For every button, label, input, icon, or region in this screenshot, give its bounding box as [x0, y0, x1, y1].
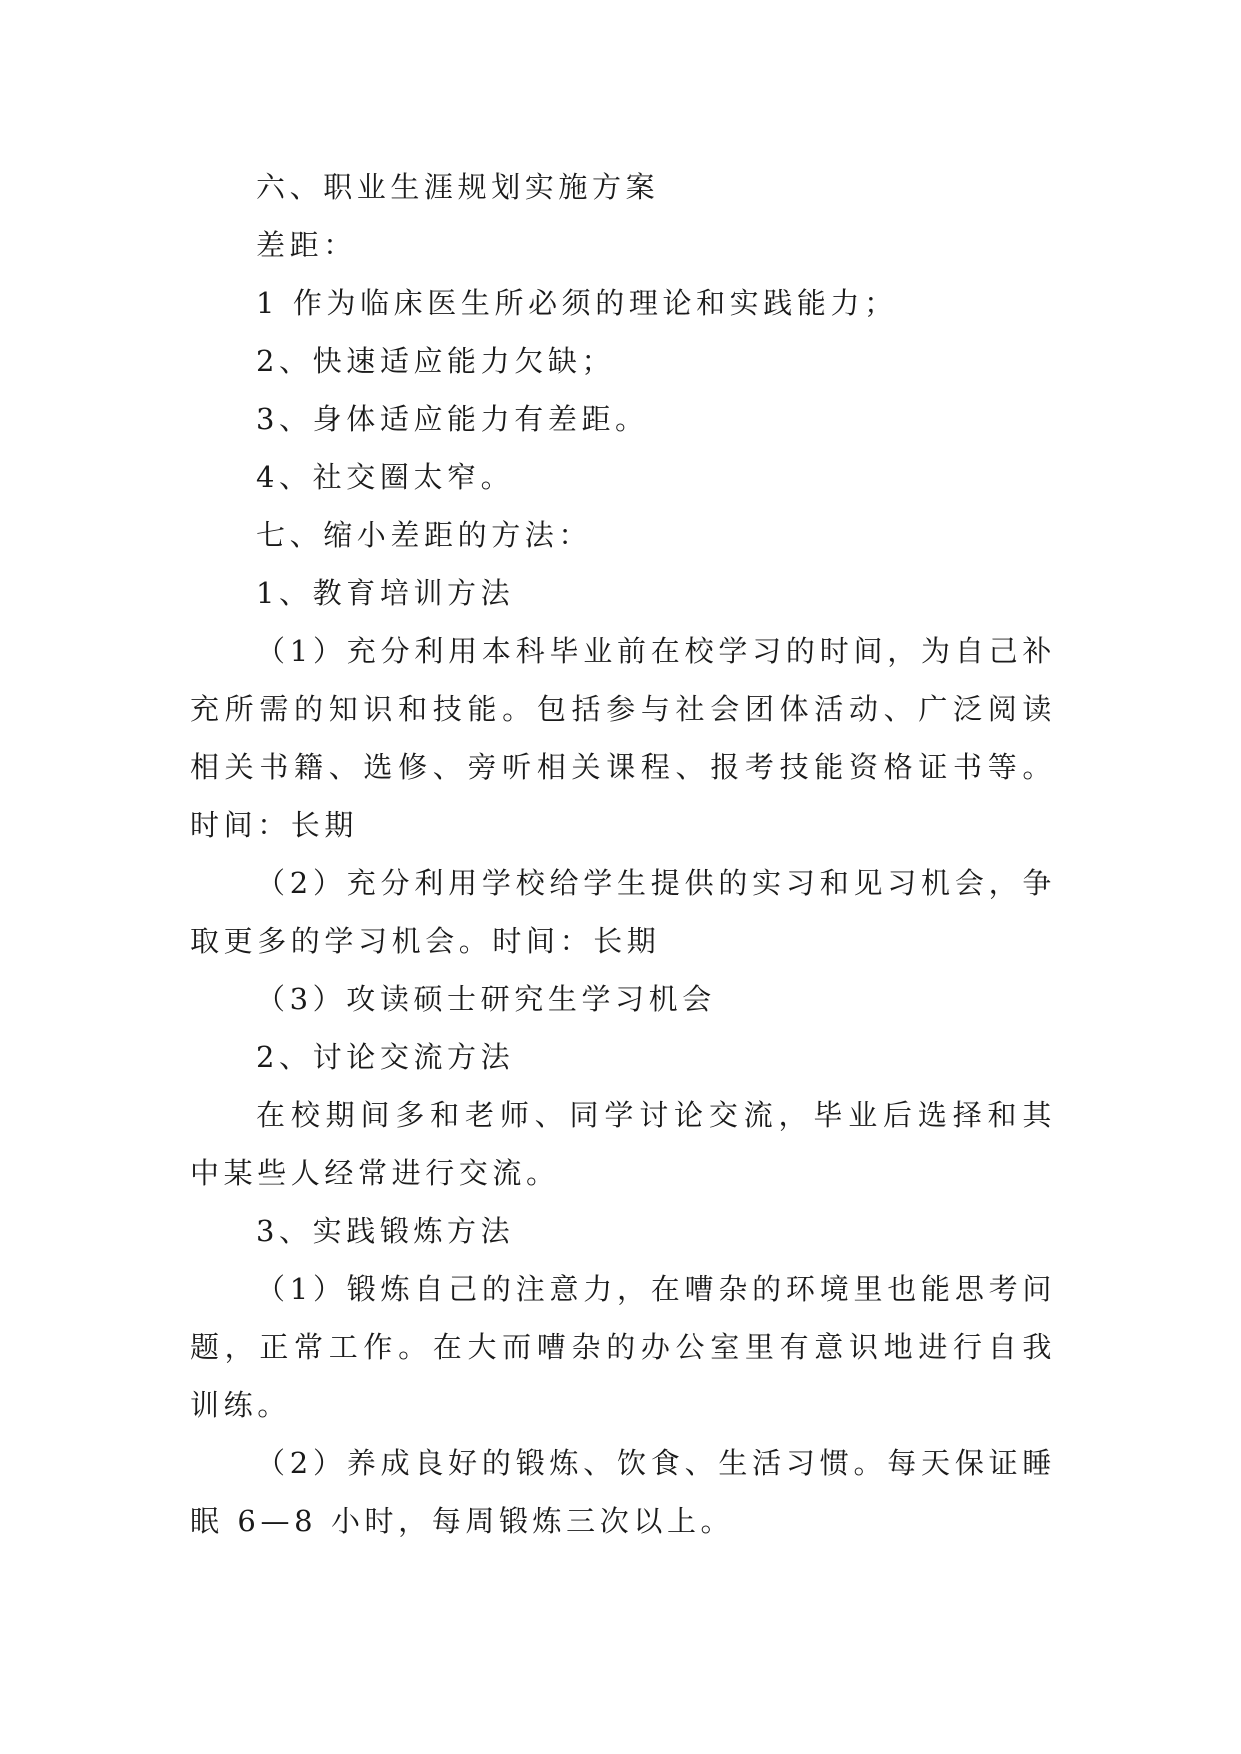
gap-item-1: 1 作为临床医生所必须的理论和实践能力；	[256, 286, 898, 320]
document-body	[190, 158, 1056, 1550]
education-point-1: （1）充分利用本科毕业前在校学习的时间，为自己补充所需的知识和技能。包括参与社会团体活动、广泛阅读相关书籍、选修、旁听相关课程、报考技能资格证书等。时间：长期	[190, 634, 1056, 842]
gap-item-3: 3、身体适应能力有差距。	[256, 402, 649, 436]
method-heading-discussion: 2、讨论交流方法	[256, 1040, 515, 1074]
practice-point-2: （2）养成良好的锻炼、饮食、生活习惯。每天保证睡眠 6—8 小时，每周锻炼三次以上。	[190, 1446, 1056, 1538]
education-point-3: （3）攻读硕士研究生学习机会	[256, 982, 716, 1016]
section-heading-implementation-plan: 六、职业生涯规划实施方案	[256, 170, 660, 204]
gap-item-4: 4、社交圈太窄。	[256, 460, 515, 494]
section-heading-narrow-gap-methods: 七、缩小差距的方法：	[256, 518, 593, 552]
method-heading-practice: 3、实践锻炼方法	[256, 1214, 515, 1248]
discussion-paragraph: 在校期间多和老师、同学讨论交流，毕业后选择和其中某些人经常进行交流。	[190, 1098, 1056, 1190]
education-point-2: （2）充分利用学校给学生提供的实习和见习机会，争取更多的学习机会。时间：长期	[190, 866, 1056, 958]
practice-point-1: （1）锻炼自己的注意力，在嘈杂的环境里也能思考问题，正常工作。在大而嘈杂的办公室里有意识地进行自我训练。	[190, 1272, 1056, 1422]
method-heading-education-training: 1、教育培训方法	[256, 576, 515, 610]
gap-label: 差距：	[256, 228, 357, 262]
gap-item-2: 2、快速适应能力欠缺；	[256, 344, 616, 378]
